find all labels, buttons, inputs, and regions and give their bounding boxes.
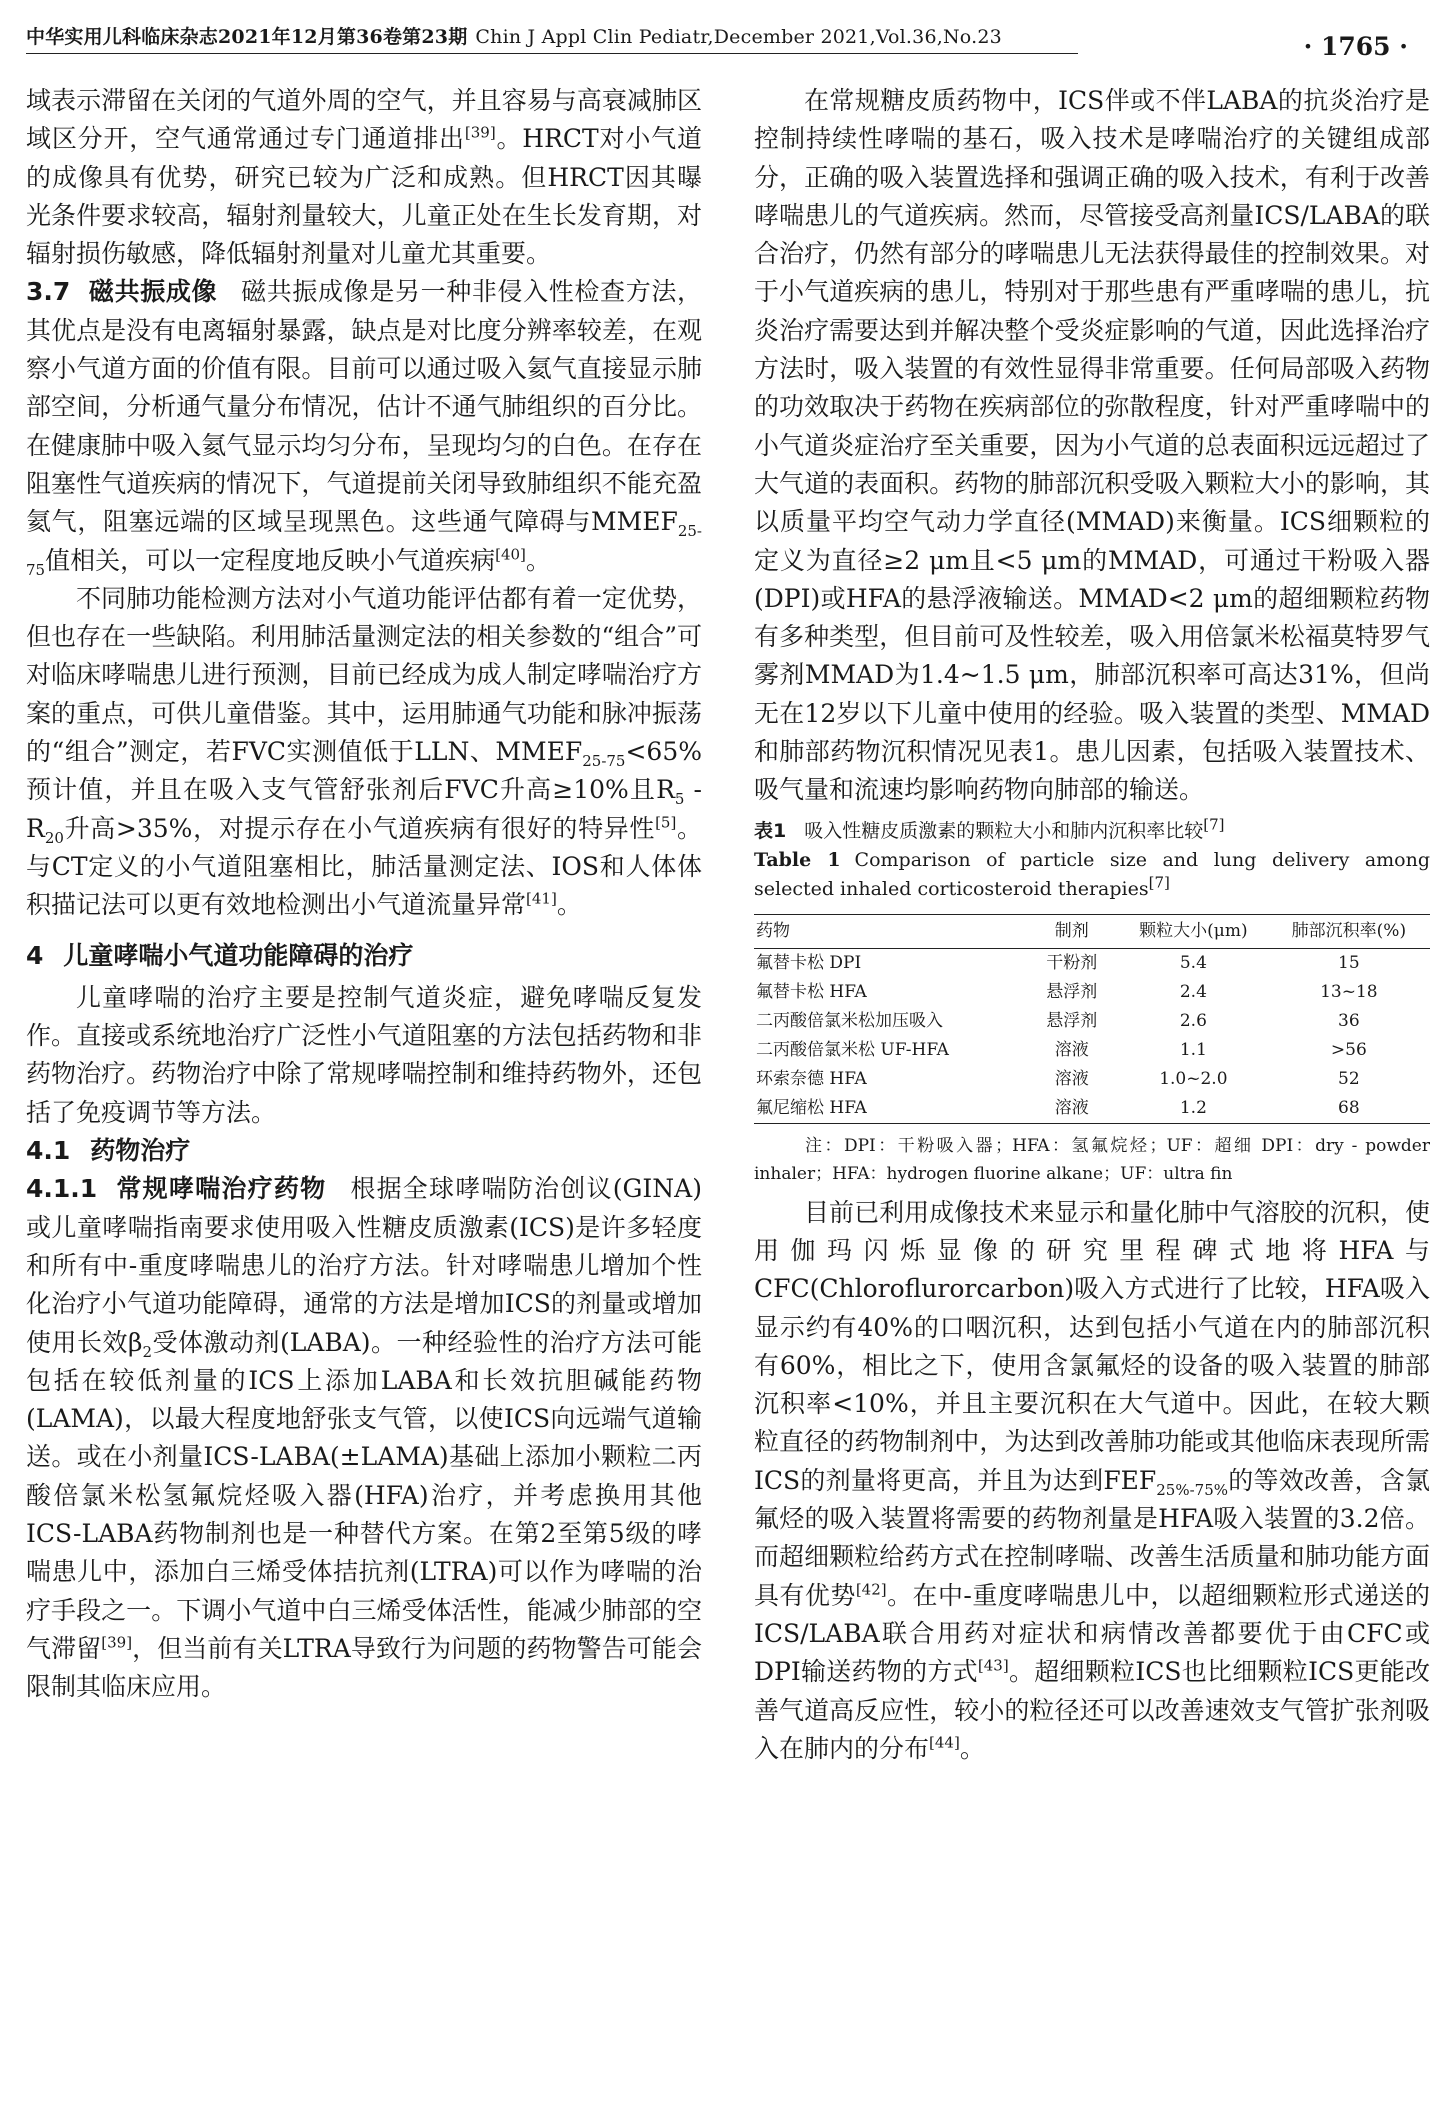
- paragraph: 在常规糖皮质药物中，ICS伴或不伴LABA的抗炎治疗是控制持续性哮喘的基石，吸入技术是哮喘治疗的关键组成部分，正确的吸入装置选择和强调正确的吸入技术，有利于改善哮喘患儿的气道疾病。然而，尽管接受高剂量ICS/LABA的联合治疗，仍然有部分的哮喘患儿无法获得最佳的控制效果。对于小气道疾病的患儿，特别对于那些患有严重哮喘的患儿，抗炎治疗需要达到并解决整个受炎症影响的气道，因此选择治疗方法时，吸入装置的有效性显得非常重要。任何局部吸入药物的功效取决于药物在疾病部位的弥散程度，针对严重哮喘中的小气道炎症治疗至关重要，因为小气道的总表面积远远超过了大气道的表面积。药物的肺部沉积受吸入颗粒大小的影响，其以质量平均空气动力学直径(MMAD)来衡量。ICS细颗粒的定义为直径≥2 μm且<5 μm的MMAD，可通过干粉吸入器(DPI)或HFA的悬浮液输送。MMAD<2 μm的超细颗粒药物有多种类型，但目前可及性较差，吸入用倍氯米松福莫特罗气雾剂MMAD为1.4~1.5 μm，肺部沉积率可高达31%，但尚无在12岁以下儿童中使用的经验。吸入装置的类型、MMAD和肺部药物沉积情况见表1。患儿因素，包括吸入装置技术、吸气量和流速均影响药物向肺部的输送。: [754, 86, 1430, 805]
- table-cell: >56: [1330, 1039, 1367, 1060]
- section-heading-4: 4 儿童哮喘小气道功能障碍的治疗: [26, 940, 414, 970]
- section-3-7: 3.7 磁共振成像 磁共振成像是另一种非侵入性检查方法，其优点是没有电离辐射暴露，缺点是对比度分辨率较差，在观察小气道方面的价值有限。目前可以通过吸入氦气直接显示肺部空间，分析通气量分布情况，估计不通气肺组织的百分比。在健康肺中吸入氦气显示均匀分布，呈现均匀的白色。在存在阻塞性气道疾病的情况下，气道提前关闭导致肺组织不能充盈氦气，阻塞远端的区域呈现黑色。这些通气障碍与$MMEF_{25-75}$值相关，可以一定程度地反映小气道疾病[40]。: [26, 277, 702, 579]
- table-row: [754, 1065, 1430, 1094]
- column-header: 肺部沉积率(%): [1291, 920, 1407, 941]
- table-cell: 环索奈德 HFA: [756, 1068, 867, 1089]
- section-heading-4-1: 4.1 药物治疗: [26, 1136, 191, 1166]
- paragraph: 目前已利用成像技术来显示和量化肺中气溶胶的沉积，使用伽玛闪烁显像的研究里程碑式地将HFA与CFC(Chloroflurorcarbon)吸入方式进行了比较，HFA吸入显示约有40%的口咽沉积，达到包括小气道在内的肺部沉积有60%，相比之下，使用含氯氟烃的设备的吸入装置的肺部沉积率<10%，并且主要沉积在大气道中。因此，在较大颗粒直径的药物制剂中，为达到改善肺功能或其他临床表现所需ICS的剂量将更高，并且为达到$FEF_{25\%-75\%}$的等效改善，含氯氟烃的吸入装置将需要的药物剂量是HFA吸入装置的3.2倍。而超细颗粒给药方式在控制哮喘、改善生活质量和肺功能方面具有优势[42]。在中-重度哮喘患儿中，以超细颗粒形式递送的ICS/LABA联合用药对症状和病情改善都要优于由CFC或DPI输送药物的方式[43]。超细颗粒ICS也比细颗粒ICS更能改善气道高反应性，较小的粒径还可以改善速效支气管扩张剂吸入在肺内的分布[44]。: [754, 1197, 1431, 1763]
- column-header: 制剂: [1054, 920, 1089, 941]
- left-column: [26, 82, 702, 1706]
- section-4-1-1: 4.1.1 常规哮喘治疗药物 根据全球哮喘防治创议(GINA)或儿童哮喘指南要求使用吸入性糖皮质激素(ICS)是许多轻度和所有中-重度哮喘患儿的治疗方法。针对哮喘患儿增加个性化治疗小气道功能障碍，通常的方法是增加ICS的剂量或增加使用长效$\beta_2$受体激动剂(LABA)。一种经验性的治疗方法可能包括在较低剂量的ICS上添加LABA和长效抗胆碱能药物(LAMA)，以最大程度地舒张支气管，以使ICS向远端气道输送。或在小剂量ICS-LABA(±LAMA)基础上添加小颗粒二丙酸倍氯米松氢氟烷烃吸入器(HFA)治疗，并考虑换用其他ICS-LABA药物制剂也是一种替代方案。在第2至第5级的哮喘患儿中，添加白三烯受体拮抗剂(LTRA)可以作为哮喘的治疗手段之一。下调小气道中白三烯受体活性，能减少肺部的空气滞留[39]，但当前有关LTRA导致行为问题的药物警告可能会限制其临床应用。: [26, 1174, 702, 1702]
- table-cell: 52: [1338, 1068, 1360, 1089]
- citation: [5]: [655, 813, 677, 832]
- table-row: [754, 1094, 1430, 1124]
- section-heading: 3.7 磁共振成像: [26, 277, 218, 307]
- paragraph: 域表示滞留在关闭的气道外周的空气，并且容易与高衰减肺区域区分开，空气通常通过专门通道排出[39]。HRCT对小气道的成像具有优势，研究已较为广泛和成熟。但HRCT因其曝光条件要求较高，辐射剂量较大，儿童正处在生长发育期，对辐射损伤敏感，降低辐射剂量对儿童尤其重要。: [26, 86, 702, 269]
- table-cell: 干粉剂: [1046, 952, 1098, 973]
- table-caption-en: Table 1 Comparison of particle size and lung delivery among selected inhaled corticosteroid therapies[7]: [754, 848, 1431, 900]
- table-cell: 1.2: [1179, 1097, 1207, 1118]
- citation: [42]: [855, 1580, 887, 1599]
- table-cell: 悬浮剂: [1046, 981, 1098, 1002]
- table-cell: 13~18: [1320, 981, 1378, 1002]
- table-cell: 氟替卡松 DPI: [756, 952, 862, 973]
- table-row: [754, 948, 1430, 978]
- table-cell: 5.4: [1179, 952, 1207, 973]
- table-row: [754, 1007, 1430, 1036]
- table-cell: 悬浮剂: [1046, 1010, 1098, 1031]
- citation: [39]: [101, 1633, 133, 1652]
- running-header: [26, 22, 1078, 54]
- table-cell: 1.1: [1179, 1039, 1207, 1060]
- table-cell: 二丙酸倍氯米松加压吸入: [756, 1010, 943, 1031]
- column-header: 颗粒大小(μm): [1139, 920, 1248, 941]
- table-note: 注：DPI：干粉吸入器；HFA：氢氟烷烃；UF：超细 DPI：dry - powder inhaler；HFA：hydrogen fluorine alkane；UF：ultra fin: [754, 1135, 1430, 1184]
- page-number: · 1765 ·: [1303, 32, 1408, 61]
- table-cell: 2.4: [1179, 981, 1207, 1002]
- journal-title-en: Chin J Appl Clin Pediatr,December 2021,Vol.36,No.23: [475, 26, 1002, 48]
- table-cell: 二丙酸倍氯米松 UF-HFA: [756, 1039, 949, 1060]
- table-caption-cn: 表1 吸入性糖皮质激素的颗粒大小和肺内沉积率比较[7]: [754, 815, 1225, 842]
- subsection-heading: 4.1.1 常规哮喘治疗药物: [26, 1174, 327, 1204]
- table-cell: 1.0~2.0: [1159, 1068, 1228, 1089]
- column-header: 药物: [756, 920, 790, 941]
- paragraph: 儿童哮喘的治疗主要是控制气道炎症，避免哮喘反复发作。直接或系统地治疗广泛性小气道阻塞的方法包括药物和非药物治疗。药物治疗中除了常规哮喘控制和维持药物外，还包括了免疫调节等方法。: [26, 982, 702, 1127]
- citation: [41]: [526, 889, 557, 908]
- table-cell: 36: [1338, 1010, 1360, 1031]
- citation: [43]: [977, 1656, 1009, 1675]
- citation: [40]: [495, 545, 526, 564]
- citation: [44]: [929, 1733, 960, 1752]
- table-cell: 氟尼缩松 HFA: [756, 1097, 867, 1118]
- right-column: [754, 82, 1430, 1768]
- table-cell: 68: [1338, 1097, 1360, 1118]
- journal-title-cn: 中华实用儿科临床杂志2021年12月第36卷第23期: [26, 26, 468, 48]
- table-cell: 2.6: [1179, 1010, 1207, 1031]
- citation: [39]: [464, 123, 496, 142]
- table-row: [754, 978, 1430, 1007]
- particle-size-table: [754, 914, 1430, 1124]
- table-cell: 溶液: [1054, 1097, 1089, 1118]
- table-cell: 氟替卡松 HFA: [756, 981, 867, 1002]
- table-cell: 溶液: [1054, 1068, 1089, 1089]
- table-cell: 15: [1338, 952, 1360, 973]
- table-header-row: [754, 914, 1430, 948]
- table-row: [754, 1036, 1430, 1065]
- table-cell: 溶液: [1054, 1039, 1089, 1060]
- paragraph: 不同肺功能检测方法对小气道功能评估都有着一定优势，但也存在一些缺陷。利用肺活量测定法的相关参数的“组合”可对临床哮喘患儿进行预测，目前已经成为成人制定哮喘治疗方案的重点，可供儿童借鉴。其中，运用肺通气功能和脉冲振荡的“组合”测定，若FVC实测值低于LLN、$MMEF_{25-75}<65\%$预计值，并且在吸入支气管舒张剂后FVC升高≥10%且$R_5 - R_{20}$升高>35%，对提示存在小气道疾病有很好的特异性[5]。与CT定义的小气道阻塞相比，肺活量测定法、IOS和人体体积描记法可以更有效地检测出小气道流量异常[41]。: [26, 583, 702, 920]
